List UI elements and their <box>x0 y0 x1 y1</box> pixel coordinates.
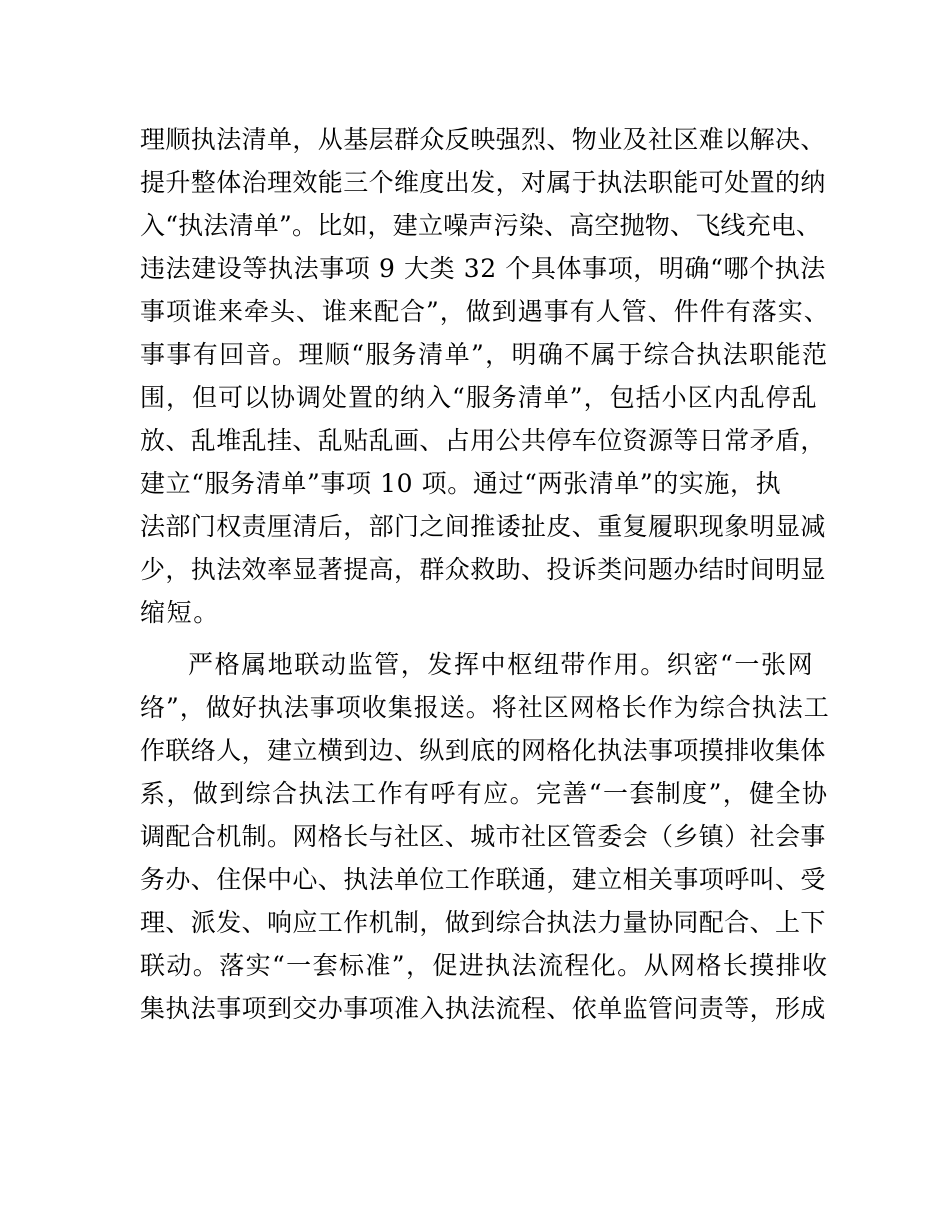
text-line: 缩短。 <box>140 598 220 627</box>
text-line: 作联络人，建立横到边、纵到底的网格化执法事项摸排收集体 <box>140 736 826 765</box>
text-line: 围，但可以协调处置的纳入“服务清单”，包括小区内乱停乱 <box>140 383 818 412</box>
text-line: 法部门权责厘清后，部门之间推诿扯皮、重复履职现象明显减 <box>140 512 826 541</box>
text-line: 入“执法清单”。比如，建立噪声污染、高空抛物、飞线充电、 <box>140 211 822 240</box>
text-line: 调配合机制。网格长与社区、城市社区管委会（乡镇）社会事 <box>140 822 826 851</box>
text-line: 提升整体治理效能三个维度出发，对属于执法职能可处置的纳 <box>140 168 826 197</box>
text-line: 事事有回音。理顺“服务清单”，明确不属于综合执法职能范 <box>140 340 829 369</box>
text-line: 联动。落实“一套标准”，促进执法流程化。从网格长摸排收 <box>140 951 829 980</box>
paragraph-1 <box>140 125 830 635</box>
text-line: 事项谁来牵头、谁来配合”，做到遇事有人管、件件有落实、 <box>140 297 830 326</box>
text-line: 系，做到综合执法工作有呼有应。完善“一套制度”，健全协 <box>140 779 829 808</box>
text-line: 务办、住保中心、执法单位工作联通，建立相关事项呼叫、受 <box>140 865 826 894</box>
text-line: 理、派发、响应工作机制，做到综合执法力量协同配合、上下 <box>140 908 826 937</box>
text-line: 理顺执法清单，从基层群众反映强烈、物业及社区难以解决、 <box>140 125 826 154</box>
text-line: 少，执法效率显著提高，群众救助、投诉类问题办结时间明显 <box>140 555 826 584</box>
text-line: 违法建设等执法事项 9 大类 32 个具体事项，明确“哪个执法 <box>140 254 826 283</box>
text-line: 放、乱堆乱挂、乱贴乱画、占用公共停车位资源等日常矛盾， <box>140 426 826 455</box>
text-line: 建立“服务清单”事项 10 项。通过“两张清单”的实施，执 <box>140 469 782 498</box>
text-line: 严格属地联动监管，发挥中枢纽带作用。织密“一张网 <box>188 650 815 679</box>
text-line: 络”，做好执法事项收集报送。将社区网格长作为综合执法工 <box>140 693 830 722</box>
text-line: 集执法事项到交办事项准入执法流程、依单监管问责等，形成 <box>140 994 826 1023</box>
paragraph-2 <box>140 650 830 1040</box>
